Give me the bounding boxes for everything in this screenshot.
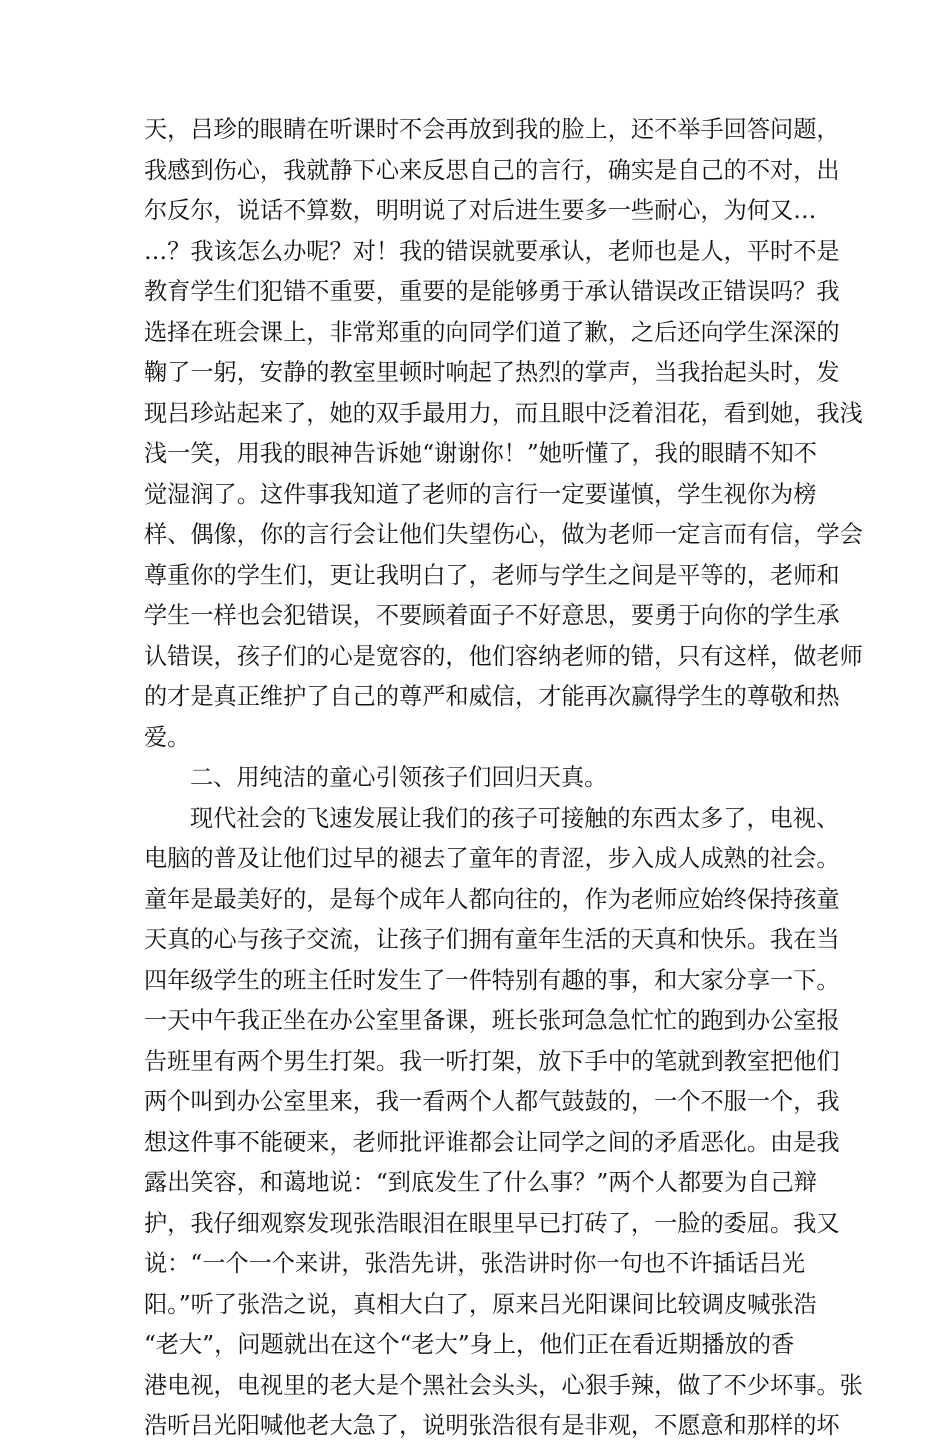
text-line: 认错误，孩子们的心是宽容的，他们容纳老师的错，只有这样，做老师 bbox=[144, 642, 863, 670]
text-line: 鞠了一躬，安静的教室里顿时响起了热烈的掌声，当我抬起头时，发 bbox=[144, 359, 840, 386]
text-line: 选择在班会课上，非常郑重的向同学们道了歉，之后还向学生深深的 bbox=[144, 318, 840, 346]
text-line: 天，吕珍的眼睛在听课时不会再放到我的脸上，还不举手回答问题， bbox=[144, 116, 840, 143]
section-heading: 二、用纯洁的童心引领孩子们回归天真。 bbox=[190, 764, 608, 791]
text-line: 浩听吕光阳喊他老大急了，说明张浩很有是非观，不愿意和那样的坏 bbox=[144, 1412, 840, 1439]
text-line: 港电视，电视里的老大是个黑社会头头，心狠手辣，做了不少坏事。张 bbox=[144, 1371, 863, 1399]
text-line: 告班里有两个男生打架。我一听打架，放下手中的笔就到教室把他们 bbox=[144, 1047, 840, 1075]
text-line: 四年级学生的班主任时发生了一件特别有趣的事，和大家分享一下。 bbox=[144, 966, 840, 994]
text-line: 现吕珍站起来了，她的双手最用力，而且眼中泛着泪花，看到她，我浅 bbox=[144, 399, 863, 427]
text-line: 童年是最美好的，是每个成年人都向往的，作为老师应始终保持孩童 bbox=[144, 885, 840, 913]
text-line: …？我该怎么办呢？对！我的错误就要承认，老师也是人，平时不是 bbox=[144, 237, 840, 265]
text-line: 我感到伤心，我就静下心来反思自己的言行，确实是自己的不对，出 bbox=[144, 156, 840, 184]
text-line: 尔反尔，说话不算数，明明说了对后进生要多一些耐心，为何又… bbox=[144, 197, 817, 224]
text-line: 两个叫到办公室里来，我一看两个人都气鼓鼓的，一个不服一个，我 bbox=[144, 1088, 840, 1115]
text-line: 天真的心与孩子交流，让孩子们拥有童年生活的天真和快乐。我在当 bbox=[144, 926, 840, 953]
text-line: 的才是真正维护了自己的尊严和威信，才能再次赢得学生的尊敬和热 bbox=[144, 683, 840, 710]
text-line: 护，我仔细观察发现张浩眼泪在眼里早已打砖了，一脸的委屈。我又 bbox=[144, 1209, 840, 1237]
body-text bbox=[144, 110, 863, 1447]
text-line: 学生一样也会犯错误，不要顾着面子不好意思，要勇于向你的学生承 bbox=[144, 602, 840, 629]
text-line: “老大”，问题就出在这个“老大”身上，他们正在看近期播放的香 bbox=[144, 1331, 795, 1358]
text-line: 电脑的普及让他们过早的褪去了童年的青涩，步入成人成熟的社会。 bbox=[144, 845, 840, 872]
text-line: 教育学生们犯错不重要，重要的是能够勇于承认错误改正错误吗？我 bbox=[144, 278, 840, 305]
text-line: 样、偶像，你的言行会让他们失望伤心，做为老师一定言而有信，学会 bbox=[144, 521, 863, 548]
text-line: 觉湿润了。这件事我知道了老师的言行一定要谨慎，学生视你为榜 bbox=[144, 480, 817, 508]
text-line: 一天中午我正坐在办公室里备课，班长张珂急急忙忙的跑到办公室报 bbox=[144, 1007, 840, 1034]
text-line: 想这件事不能硬来，老师批评谁都会让同学之间的矛盾恶化。由是我 bbox=[144, 1128, 840, 1156]
paragraph-start: 现代社会的飞速发展让我们的孩子可接触的东西太多了，电视、 bbox=[190, 804, 840, 832]
text-line: 爱。 bbox=[144, 723, 191, 751]
text-line: 露出笑容，和蔼地说：“到底发生了什么事？”两个人都要为自己辩 bbox=[144, 1169, 817, 1196]
text-line: 说：“一个一个来讲，张浩先讲，张浩讲时你一句也不许插话吕光 bbox=[144, 1250, 806, 1277]
text-line: 尊重你的学生们，更让我明白了，老师与学生之间是平等的，老师和 bbox=[144, 561, 840, 589]
text-line: 阳。”听了张浩之说，真相大白了，原来吕光阳课间比较调皮喊张浩 bbox=[144, 1290, 817, 1318]
text-line: 浅一笑，用我的眼神告诉她“谢谢你！”她听懂了，我的眼睛不知不 bbox=[144, 440, 817, 467]
